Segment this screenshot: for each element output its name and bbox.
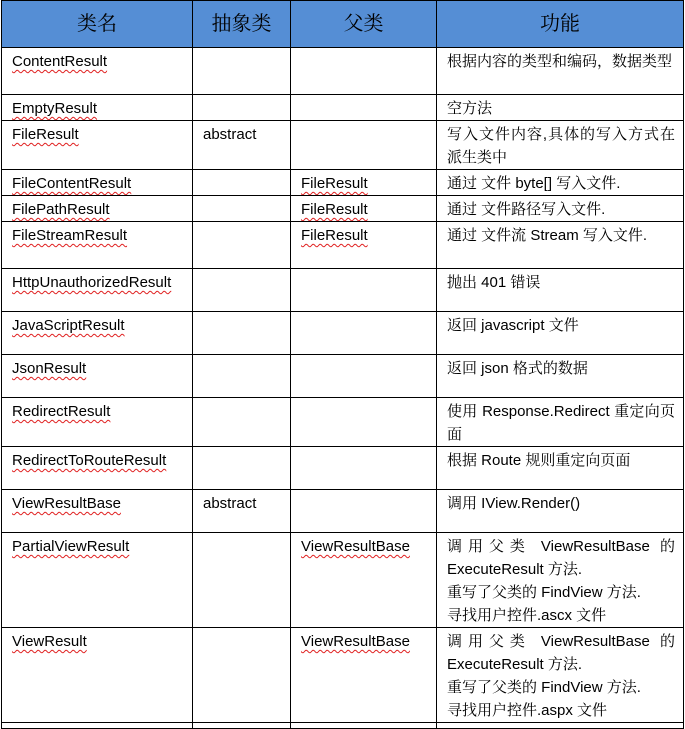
class-name-cell-text: EmptyResult <box>12 100 98 117</box>
class-name-cell-text: RedirectResult <box>12 403 111 420</box>
abstract-cell-text: abstract <box>203 126 257 143</box>
abstract-cell <box>193 490 291 533</box>
parent-class-cell <box>291 48 437 95</box>
class-name-cell-text: JsonResult <box>12 360 87 377</box>
table-row <box>2 95 684 121</box>
class-name-cell <box>2 121 193 170</box>
function-cell-text: 调用 IView.Render() <box>447 495 581 512</box>
table-row <box>2 533 684 628</box>
abstract-cell <box>193 222 291 269</box>
header-parent: 父类 <box>291 1 437 48</box>
abstract-cell <box>193 628 291 723</box>
function-cell <box>437 170 684 196</box>
parent-class-cell <box>291 170 437 196</box>
class-name-cell <box>2 222 193 269</box>
class-name-cell-text: FileStreamResult <box>12 227 128 244</box>
parent-class-cell <box>291 196 437 222</box>
table-row <box>2 196 684 222</box>
table-row <box>2 121 684 170</box>
table-row <box>2 222 684 269</box>
empty-cell <box>193 723 291 729</box>
class-name-cell <box>2 312 193 355</box>
class-name-cell <box>2 170 193 196</box>
function-cell <box>437 48 684 95</box>
table-row <box>2 312 684 355</box>
parent-class-cell-text: FileResult <box>301 227 368 244</box>
parent-class-cell <box>291 95 437 121</box>
abstract-cell <box>193 170 291 196</box>
parent-class-cell-text: ViewResultBase <box>301 538 410 555</box>
function-cell-text: 调用父类 ViewResultBase 的 ExecuteResult 方法. 重写了父类的 FindView 方法. 寻找用户控件.aspx 文件 <box>447 633 675 719</box>
class-name-cell-text: PartialViewResult <box>12 538 130 555</box>
abstract-cell <box>193 312 291 355</box>
class-name-cell <box>2 447 193 490</box>
class-name-cell-text: ViewResult <box>12 633 87 650</box>
header-row <box>2 1 684 48</box>
function-cell <box>437 95 684 121</box>
table-row <box>2 170 684 196</box>
function-cell-text: 使用 Response.Redirect 重定向页面 <box>447 403 675 443</box>
function-cell <box>437 533 684 628</box>
function-cell-text: 根据 Route 规则重定向页面 <box>447 452 631 469</box>
parent-class-cell <box>291 398 437 447</box>
parent-class-cell <box>291 269 437 312</box>
empty-cell <box>291 723 437 729</box>
class-name-cell <box>2 490 193 533</box>
function-cell-text: 通过 文件 byte[] 写入文件. <box>447 175 621 192</box>
class-name-cell-text: ContentResult <box>12 53 108 70</box>
parent-class-cell <box>291 312 437 355</box>
function-cell <box>437 490 684 533</box>
function-cell-text: 通过 文件流 Stream 写入文件. <box>447 227 648 244</box>
parent-class-cell <box>291 628 437 723</box>
table-row-partial <box>2 723 684 729</box>
class-name-cell-text: FileContentResult <box>12 175 132 192</box>
parent-class-cell <box>291 490 437 533</box>
function-cell <box>437 222 684 269</box>
function-cell <box>437 121 684 170</box>
table-row <box>2 269 684 312</box>
class-name-cell <box>2 48 193 95</box>
function-cell-text: 根据内容的类型和编码，数据类型 <box>447 53 673 70</box>
class-name-cell <box>2 269 193 312</box>
parent-class-cell <box>291 222 437 269</box>
function-cell <box>437 196 684 222</box>
function-cell-text: 通过 文件路径写入文件. <box>447 201 606 218</box>
empty-cell <box>2 723 193 729</box>
function-cell <box>437 398 684 447</box>
parent-class-cell <box>291 355 437 398</box>
class-name-cell-text: FilePathResult <box>12 201 110 218</box>
class-name-cell-text: JavaScriptResult <box>12 317 125 334</box>
parent-class-cell <box>291 447 437 490</box>
abstract-cell <box>193 196 291 222</box>
function-cell-text: 调用父类 ViewResultBase 的 ExecuteResult 方法. 重写了父类的 FindView 方法. 寻找用户控件.ascx 文件 <box>447 538 675 624</box>
class-name-cell-text: FileResult <box>12 126 79 143</box>
parent-class-cell-text: FileResult <box>301 175 368 192</box>
table-row <box>2 628 684 723</box>
class-name-cell <box>2 398 193 447</box>
abstract-cell <box>193 398 291 447</box>
function-cell-text: 空方法 <box>447 100 493 117</box>
header-abstract: 抽象类 <box>193 1 291 48</box>
abstract-cell-text: abstract <box>203 495 257 512</box>
table-row <box>2 355 684 398</box>
class-name-cell <box>2 628 193 723</box>
abstract-cell <box>193 48 291 95</box>
header-function: 功能 <box>437 1 684 48</box>
abstract-cell <box>193 121 291 170</box>
class-name-cell-text: RedirectToRouteResult <box>12 452 167 469</box>
function-cell-text: 抛出 401 错误 <box>447 274 541 291</box>
class-name-cell <box>2 355 193 398</box>
function-cell <box>437 269 684 312</box>
table-row <box>2 398 684 447</box>
table-row <box>2 48 684 95</box>
function-cell <box>437 355 684 398</box>
parent-class-cell-text: ViewResultBase <box>301 633 410 650</box>
header-class-name: 类名 <box>2 1 193 48</box>
parent-class-cell <box>291 533 437 628</box>
class-name-cell-text: HttpUnauthorizedResult <box>12 274 172 291</box>
empty-cell <box>437 723 684 729</box>
function-cell <box>437 312 684 355</box>
abstract-cell <box>193 533 291 628</box>
table-row <box>2 447 684 490</box>
abstract-cell <box>193 447 291 490</box>
action-result-table <box>1 0 684 729</box>
class-name-cell <box>2 95 193 121</box>
function-cell <box>437 628 684 723</box>
class-name-cell <box>2 533 193 628</box>
class-name-cell <box>2 196 193 222</box>
abstract-cell <box>193 269 291 312</box>
function-cell-text: 返回 json 格式的数据 <box>447 360 588 377</box>
table-row <box>2 490 684 533</box>
function-cell-text: 返回 javascript 文件 <box>447 317 579 334</box>
abstract-cell <box>193 355 291 398</box>
class-name-cell-text: ViewResultBase <box>12 495 121 512</box>
abstract-cell <box>193 95 291 121</box>
function-cell <box>437 447 684 490</box>
parent-class-cell <box>291 121 437 170</box>
parent-class-cell-text: FileResult <box>301 201 368 218</box>
function-cell-text: 写入文件内容,具体的写入方式在派生类中 <box>447 126 675 166</box>
